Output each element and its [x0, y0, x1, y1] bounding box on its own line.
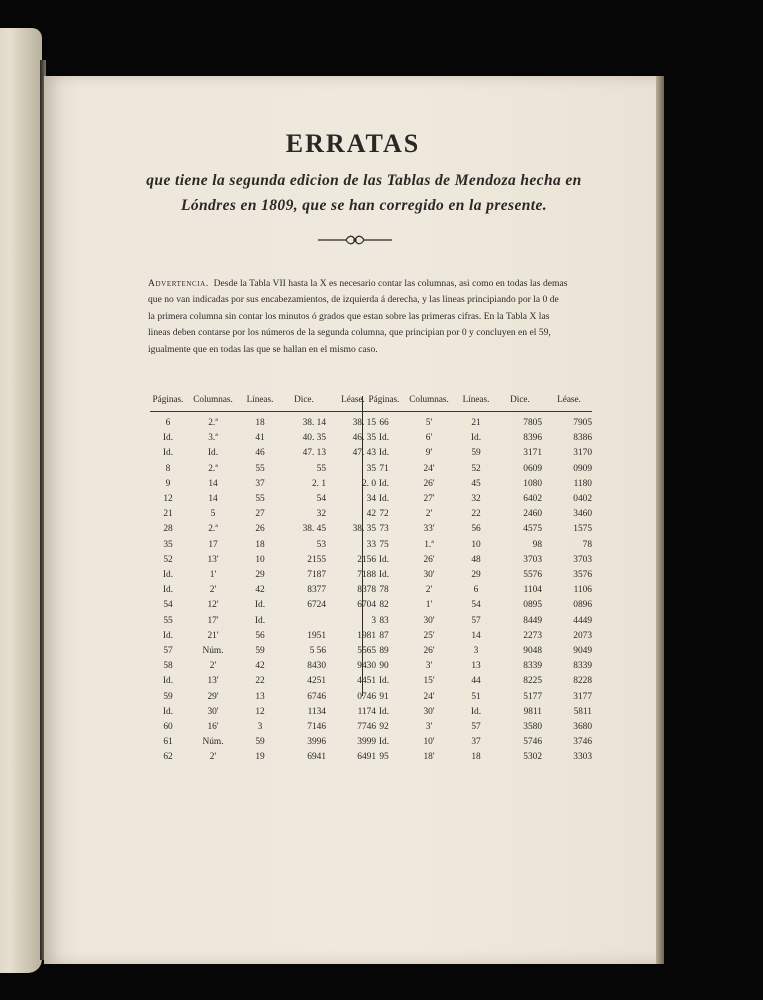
lease-cell: 0402 [573, 494, 592, 504]
pagina-cell: 90 [379, 661, 389, 672]
lease-cell: 5565 [357, 646, 376, 656]
header-rule [150, 411, 376, 412]
dice-cell: 8377 [307, 585, 326, 596]
linea-cell: 29 [255, 570, 265, 580]
columna-cell: 18' [423, 752, 435, 763]
dice-cell: 3171 [523, 448, 542, 459]
lease-cell: 35 [366, 463, 376, 474]
dice-cell: 8430 [307, 661, 326, 672]
pagina-cell: 66 [379, 418, 389, 428]
left-page-edge [0, 28, 42, 973]
lease-cell: 34 [366, 494, 376, 504]
pagina-cell: 83 [379, 615, 389, 626]
columna-cell: 2' [425, 585, 433, 596]
lease-cell: 1174 [357, 706, 376, 717]
advertencia-line: que no van indicadas por sus encabezamientos, de izquierda á derecha, y las lineas principiando por la 0 de [148, 294, 559, 306]
columna-cell: 2.ª [208, 418, 218, 428]
dice-cell: 1104 [523, 585, 542, 596]
lease-cell: 1575 [573, 524, 592, 535]
linea-cell: 19 [255, 752, 265, 763]
lease-cell: 8386 [573, 433, 592, 444]
lease-cell: 9049 [573, 646, 592, 656]
dice-cell: 8449 [523, 615, 542, 626]
lease-cell: 6704 [357, 600, 376, 611]
dice-cell: 3580 [523, 722, 542, 732]
subtitle-line-1: que tiene la segunda edicion de las Tablas de Mendoza hecha en [146, 172, 582, 189]
lease-cell: 46. 35 [352, 433, 376, 444]
linea-cell: 44 [471, 676, 481, 687]
pagina-cell: 95 [379, 752, 389, 763]
columna-cell: Núm. [202, 737, 224, 748]
pagina-cell: 89 [379, 646, 389, 656]
columna-cell: 2' [425, 509, 433, 520]
linea-cell: 29 [471, 570, 481, 580]
linea-cell: 21 [471, 418, 481, 428]
linea-cell: 56 [471, 524, 481, 535]
dice-cell: 6746 [307, 691, 326, 702]
columna-cell: 12' [207, 600, 219, 611]
pagina-cell: 71 [379, 463, 389, 474]
columna-cell: 2' [209, 752, 217, 763]
linea-cell: 6 [473, 585, 479, 596]
linea-cell: 13 [255, 691, 265, 702]
dice-cell: 0609 [523, 463, 542, 474]
linea-cell: 37 [471, 737, 481, 748]
page-title: ERRATAS [285, 129, 421, 158]
dice-cell: 3703 [523, 554, 542, 565]
dice-cell: 55 [316, 463, 326, 474]
column-header: Léase. [341, 394, 365, 404]
columna-cell: 3' [425, 661, 433, 672]
lease-cell: 0746 [357, 691, 376, 702]
dice-cell: 3996 [307, 737, 326, 748]
lease-cell: 7188 [357, 570, 376, 580]
pagina-cell: 6 [165, 418, 171, 428]
linea-cell: 59 [255, 646, 265, 656]
lease-cell: 47. 43 [352, 448, 376, 459]
pagina-cell: 73 [379, 524, 389, 535]
dice-cell: 8225 [523, 676, 542, 687]
dice-cell: 6941 [307, 752, 326, 763]
columna-cell: 3.ª [208, 433, 218, 444]
columna-cell: 1' [425, 600, 433, 611]
advertencia-line: lineas deben contarse por los números de la segunda columna, que principian por 0 y concluyen en el 59, [148, 327, 551, 339]
column-header: Dice. [294, 394, 314, 404]
pagina-cell: Id. [378, 433, 390, 444]
linea-cell: 14 [471, 630, 481, 641]
column-header: Dice. [510, 394, 530, 404]
dice-cell: 7146 [307, 722, 326, 732]
linea-cell: 55 [255, 494, 265, 504]
lease-cell: 3 [371, 615, 376, 626]
dice-cell: 7187 [307, 570, 326, 580]
linea-cell: 12 [255, 706, 265, 717]
pagina-cell: 92 [379, 722, 389, 732]
pagina-cell: 59 [163, 691, 173, 702]
linea-cell: 59 [471, 448, 481, 459]
linea-cell: 27 [255, 509, 265, 520]
pagina-cell: Id. [378, 737, 390, 748]
pagina-cell: 55 [163, 615, 173, 626]
pagina-cell: Id. [162, 676, 174, 687]
lease-cell: 38. 35 [352, 524, 376, 535]
pagina-cell: 62 [163, 752, 173, 763]
linea-cell: 3 [473, 646, 479, 656]
linea-cell: 51 [471, 691, 481, 702]
lease-cell: 2. 0 [361, 478, 376, 489]
dice-cell: 4251 [307, 676, 326, 687]
columna-cell: 26' [423, 554, 435, 565]
pagina-cell: Id. [162, 433, 174, 444]
columna-cell: 5' [425, 418, 433, 428]
pagina-cell: Id. [378, 478, 390, 489]
pagina-cell: Id. [378, 570, 390, 580]
dice-cell: 53 [316, 539, 326, 550]
advertencia-text: Desde la Tabla VII hasta la X es necesario contar las columnas, asi como en todas las demas [213, 278, 568, 289]
columna-cell: 13' [207, 676, 219, 687]
lease-cell: 8228 [573, 676, 592, 687]
advertencia-line: igualmente que en todas las que se hallan en el mismo caso. [148, 343, 378, 355]
linea-cell: 22 [255, 676, 265, 687]
linea-cell: 3 [257, 722, 263, 732]
page-fore-edge [656, 76, 664, 964]
dice-cell: 2155 [307, 554, 326, 565]
linea-cell: 48 [471, 554, 481, 565]
pagina-cell: 61 [163, 737, 173, 748]
columna-cell: Id. [207, 448, 219, 459]
dice-cell: 38. 14 [302, 418, 326, 428]
column-header: Columnas. [409, 394, 449, 404]
lease-cell: 3999 [357, 737, 376, 748]
pagina-cell: 78 [379, 585, 389, 596]
pagina-cell: 54 [163, 600, 173, 611]
dice-cell: 7805 [523, 418, 542, 428]
dice-cell: 0895 [523, 600, 542, 611]
dice-cell: 47. 13 [302, 448, 326, 459]
linea-cell: 37 [255, 478, 265, 489]
columna-cell: 21' [207, 630, 219, 641]
dice-cell: 38. 45 [302, 524, 326, 535]
pagina-cell: 28 [163, 524, 173, 535]
columna-cell: 16' [207, 722, 219, 732]
linea-cell: 57 [471, 722, 481, 732]
columna-cell: 17' [207, 615, 219, 626]
pagina-cell: 60 [163, 722, 173, 732]
linea-cell: 55 [255, 463, 265, 474]
pagina-cell: 57 [163, 646, 173, 656]
dice-cell: 4575 [523, 524, 542, 535]
linea-cell: Id. [470, 706, 482, 717]
columna-cell: 13' [207, 554, 219, 565]
dice-cell: 32 [316, 509, 326, 520]
pagina-cell: 52 [163, 554, 173, 565]
pagina-cell: Id. [162, 570, 174, 580]
linea-cell: 10 [255, 554, 265, 565]
columna-cell: 26' [423, 478, 435, 489]
pagina-cell: 72 [379, 509, 389, 520]
columna-cell: 2' [209, 661, 217, 672]
dice-cell: 9048 [523, 646, 542, 656]
linea-cell: 18 [471, 752, 481, 763]
linea-cell: 41 [255, 433, 265, 444]
lease-cell: 2073 [573, 630, 592, 641]
lease-cell: 8378 [357, 585, 376, 596]
columna-cell: 1' [209, 570, 217, 580]
linea-cell: Id. [254, 600, 266, 611]
pagina-cell: 35 [163, 539, 173, 550]
linea-cell: 54 [471, 600, 481, 611]
pagina-cell: Id. [162, 630, 174, 641]
columna-cell: 27' [423, 494, 435, 504]
lease-cell: 3576 [573, 570, 592, 580]
linea-cell: 45 [471, 478, 481, 489]
pagina-cell: Id. [378, 494, 390, 504]
columna-cell: 2.ª [208, 524, 218, 535]
dice-cell: 40. 35 [302, 433, 326, 444]
pagina-cell: 21 [163, 509, 173, 520]
dice-cell: 1080 [523, 478, 542, 489]
lease-cell: 3680 [573, 722, 592, 732]
lease-cell: 8339 [573, 661, 592, 672]
lease-cell: 3303 [573, 752, 592, 763]
lease-cell: 2156 [357, 554, 376, 565]
pagina-cell: 91 [379, 691, 389, 702]
column-header: Líneas. [246, 394, 274, 404]
lease-cell: 5811 [573, 706, 592, 717]
pagina-cell: Id. [378, 676, 390, 687]
columna-cell: 2' [209, 585, 217, 596]
dice-cell: 2273 [523, 630, 542, 641]
lease-cell: 3703 [573, 554, 592, 565]
columna-cell: 14 [208, 494, 218, 504]
columna-cell: 17 [208, 539, 218, 550]
columna-cell: 24' [423, 691, 435, 702]
lease-cell: 3746 [573, 737, 592, 748]
dice-cell: 8339 [523, 661, 542, 672]
pagina-cell: Id. [162, 448, 174, 459]
pagina-cell: Id. [162, 585, 174, 596]
linea-cell: 42 [255, 661, 265, 672]
dice-cell: 54 [316, 494, 326, 504]
advertencia-note [148, 276, 618, 358]
linea-cell: 42 [255, 585, 265, 596]
linea-cell: 18 [255, 539, 265, 550]
column-header: Páginas. [368, 394, 400, 404]
column-header: Líneas. [462, 394, 490, 404]
columna-cell: 25' [423, 630, 435, 641]
columna-cell: 1.ª [424, 539, 434, 550]
dice-cell: 5302 [523, 752, 542, 763]
dice-cell: 5 56 [309, 646, 326, 656]
lease-cell: 0896 [573, 600, 592, 611]
linea-cell: 46 [255, 448, 265, 459]
columna-cell: 6' [425, 433, 433, 444]
lease-cell: 6491 [357, 752, 376, 763]
subtitle-line-2: Lóndres en 1809, que se han corregido en la presente. [180, 197, 548, 214]
linea-cell: Id. [470, 433, 482, 444]
columna-cell: 15' [423, 676, 435, 687]
columna-cell: 29' [207, 691, 219, 702]
lease-cell: 7746 [357, 722, 376, 732]
columna-cell: 30' [423, 570, 435, 580]
pagina-cell: 8 [165, 463, 171, 474]
ornament-divider [316, 234, 394, 246]
linea-cell: 32 [471, 494, 481, 504]
linea-cell: 13 [471, 661, 481, 672]
pagina-cell: 58 [163, 661, 173, 672]
columna-cell: 5 [210, 509, 216, 520]
columna-cell: 33' [423, 524, 435, 535]
columna-cell: 30' [207, 706, 219, 717]
dice-cell: 8396 [523, 433, 542, 444]
lease-cell: 4449 [573, 615, 592, 626]
columna-cell: Núm. [202, 646, 224, 656]
column-header: Léase. [557, 394, 581, 404]
pagina-cell: Id. [378, 706, 390, 717]
lease-cell: 38. 15 [352, 418, 376, 428]
linea-cell: 52 [471, 463, 481, 474]
dice-cell: 1951 [307, 630, 326, 641]
linea-cell: 18 [255, 418, 265, 428]
book-page [44, 76, 662, 964]
pagina-cell: 82 [379, 600, 389, 611]
dice-cell: 9811 [523, 706, 542, 717]
header-rule [366, 411, 592, 412]
lease-cell: 3170 [573, 448, 592, 459]
pagina-cell: 87 [379, 630, 389, 641]
linea-cell: Id. [254, 615, 266, 626]
linea-cell: 56 [255, 630, 265, 641]
advertencia-line: la primera columna sin contar los minutos ó grados que estan sobre las primeras cifras. En la Tabla X las [148, 310, 550, 322]
columna-cell: 30' [423, 615, 435, 626]
pagina-cell: Id. [162, 706, 174, 717]
pagina-cell: 75 [379, 539, 389, 550]
lease-cell: 1106 [573, 585, 592, 596]
lease-cell: 3460 [573, 509, 592, 520]
dice-cell: 2. 1 [311, 478, 326, 489]
lease-cell: 0909 [573, 463, 592, 474]
lease-cell: 78 [582, 539, 592, 550]
dice-cell: 98 [532, 539, 542, 550]
columna-cell: 9' [425, 448, 433, 459]
linea-cell: 26 [255, 524, 265, 535]
lease-cell: 7905 [573, 418, 592, 428]
dice-cell: 5746 [523, 737, 542, 748]
columna-cell: 24' [423, 463, 435, 474]
lease-cell: 1981 [357, 630, 376, 641]
dice-cell: 1134 [307, 706, 326, 717]
dice-cell: 5177 [523, 691, 542, 702]
lease-cell: 9430 [357, 661, 376, 672]
lease-cell: 3177 [573, 691, 592, 702]
lease-cell: 42 [366, 509, 376, 520]
pagina-cell: 9 [165, 478, 171, 489]
column-header: Columnas. [193, 394, 233, 404]
columna-cell: 30' [423, 706, 435, 717]
columna-cell: 3' [425, 722, 433, 732]
advertencia-label: Advertencia. [148, 278, 209, 289]
dice-cell: 6402 [523, 494, 542, 504]
linea-cell: 22 [471, 509, 481, 520]
linea-cell: 10 [471, 539, 481, 550]
dice-cell: 6724 [307, 600, 326, 611]
pagina-cell: Id. [378, 448, 390, 459]
lease-cell: 4451 [357, 676, 376, 687]
columna-cell: 2.ª [208, 463, 218, 474]
pagina-cell: Id. [378, 554, 390, 565]
column-header: Páginas. [152, 394, 184, 404]
columna-cell: 10' [423, 737, 435, 748]
linea-cell: 59 [255, 737, 265, 748]
columna-cell: 26' [423, 646, 435, 656]
pagina-cell: 12 [163, 494, 173, 504]
linea-cell: 57 [471, 615, 481, 626]
columna-cell: 14 [208, 478, 218, 489]
dice-cell: 2460 [523, 509, 542, 520]
lease-cell: 1180 [573, 478, 592, 489]
lease-cell: 33 [366, 539, 376, 550]
dice-cell: 5576 [523, 570, 542, 580]
advertencia-line [148, 276, 618, 292]
